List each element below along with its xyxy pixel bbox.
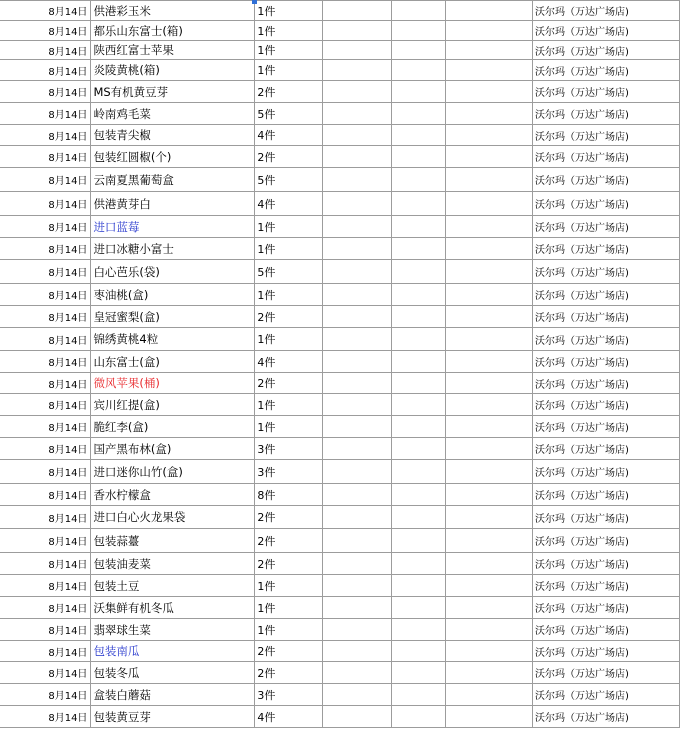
empty-cell[interactable] <box>446 238 533 260</box>
product-name-cell[interactable]: 进口冰糖小富士 <box>91 238 255 260</box>
product-name-cell[interactable]: 锦绣黄桃4粒 <box>91 328 255 351</box>
empty-cell[interactable] <box>446 484 533 506</box>
date-cell[interactable]: 8月14日 <box>0 41 91 60</box>
store-cell[interactable]: 沃尔玛（万达广场店) <box>533 103 680 125</box>
store-cell[interactable]: 沃尔玛（万达广场店) <box>533 238 680 260</box>
product-name-cell[interactable]: 进口迷你山竹(盒) <box>91 460 255 484</box>
empty-cell[interactable] <box>323 529 392 553</box>
empty-cell[interactable] <box>392 641 446 662</box>
empty-cell[interactable] <box>392 506 446 529</box>
empty-cell[interactable] <box>446 373 533 394</box>
store-cell[interactable]: 沃尔玛（万达广场店) <box>533 662 680 684</box>
product-name-cell[interactable]: 包装青尖椒 <box>91 125 255 146</box>
store-cell[interactable]: 沃尔玛（万达广场店) <box>533 684 680 706</box>
empty-cell[interactable] <box>446 1 533 21</box>
quantity-cell[interactable]: 1件 <box>255 60 323 81</box>
quantity-cell[interactable]: 5件 <box>255 103 323 125</box>
store-cell[interactable]: 沃尔玛（万达广场店) <box>533 60 680 81</box>
store-cell[interactable]: 沃尔玛（万达广场店) <box>533 192 680 216</box>
empty-cell[interactable] <box>392 216 446 238</box>
table-row[interactable] <box>0 351 680 373</box>
table-row[interactable] <box>0 81 680 103</box>
store-cell[interactable]: 沃尔玛（万达广场店) <box>533 394 680 416</box>
product-name-cell[interactable]: 国产黑布林(盒) <box>91 438 255 460</box>
product-name-cell[interactable]: 皇冠蜜梨(盒) <box>91 306 255 328</box>
date-cell[interactable]: 8月14日 <box>0 238 91 260</box>
table-row[interactable] <box>0 260 680 284</box>
store-cell[interactable]: 沃尔玛（万达广场店) <box>533 575 680 597</box>
quantity-cell[interactable]: 2件 <box>255 146 323 168</box>
table-row[interactable] <box>0 684 680 706</box>
product-name-cell[interactable]: 包装土豆 <box>91 575 255 597</box>
table-row[interactable] <box>0 416 680 438</box>
table-row[interactable] <box>0 1 680 21</box>
date-cell[interactable]: 8月14日 <box>0 81 91 103</box>
product-name-cell[interactable]: 山东富士(盒) <box>91 351 255 373</box>
empty-cell[interactable] <box>323 81 392 103</box>
date-cell[interactable]: 8月14日 <box>0 597 91 619</box>
date-cell[interactable]: 8月14日 <box>0 641 91 662</box>
empty-cell[interactable] <box>392 460 446 484</box>
empty-cell[interactable] <box>392 373 446 394</box>
store-cell[interactable]: 沃尔玛（万达广场店) <box>533 168 680 192</box>
empty-cell[interactable] <box>323 373 392 394</box>
table-body <box>0 1 680 728</box>
store-cell[interactable]: 沃尔玛（万达广场店) <box>533 506 680 529</box>
quantity-cell[interactable]: 4件 <box>255 706 323 728</box>
quantity-cell[interactable]: 1件 <box>255 216 323 238</box>
quantity-cell[interactable]: 3件 <box>255 684 323 706</box>
quantity-cell[interactable]: 1件 <box>255 394 323 416</box>
date-cell[interactable]: 8月14日 <box>0 328 91 351</box>
empty-cell[interactable] <box>323 662 392 684</box>
product-name-cell[interactable]: 包装冬瓜 <box>91 662 255 684</box>
table-row[interactable] <box>0 394 680 416</box>
empty-cell[interactable] <box>446 192 533 216</box>
empty-cell[interactable] <box>392 103 446 125</box>
empty-cell[interactable] <box>392 1 446 21</box>
quantity-cell[interactable]: 1件 <box>255 597 323 619</box>
quantity-cell[interactable]: 2件 <box>255 81 323 103</box>
date-cell[interactable]: 8月14日 <box>0 21 91 41</box>
table-row[interactable] <box>0 192 680 216</box>
empty-cell[interactable] <box>392 168 446 192</box>
empty-cell[interactable] <box>323 597 392 619</box>
table-row[interactable] <box>0 597 680 619</box>
empty-cell[interactable] <box>392 597 446 619</box>
quantity-cell[interactable]: 2件 <box>255 306 323 328</box>
table-row[interactable] <box>0 706 680 728</box>
empty-cell[interactable] <box>323 706 392 728</box>
date-cell[interactable]: 8月14日 <box>0 373 91 394</box>
product-name-cell[interactable]: 包装南瓜 <box>91 641 255 662</box>
quantity-cell[interactable]: 1件 <box>255 41 323 60</box>
quantity-cell[interactable]: 5件 <box>255 260 323 284</box>
table-row[interactable] <box>0 484 680 506</box>
date-cell[interactable]: 8月14日 <box>0 506 91 529</box>
empty-cell[interactable] <box>323 103 392 125</box>
table-row[interactable] <box>0 460 680 484</box>
store-cell[interactable]: 沃尔玛（万达广场店) <box>533 81 680 103</box>
product-name-cell[interactable]: 供港黄芽白 <box>91 192 255 216</box>
date-cell[interactable]: 8月14日 <box>0 60 91 81</box>
store-cell[interactable]: 沃尔玛（万达广场店) <box>533 216 680 238</box>
empty-cell[interactable] <box>392 21 446 41</box>
empty-cell[interactable] <box>323 484 392 506</box>
empty-cell[interactable] <box>392 81 446 103</box>
table-row[interactable] <box>0 553 680 575</box>
table-row[interactable] <box>0 60 680 81</box>
empty-cell[interactable] <box>392 146 446 168</box>
date-cell[interactable]: 8月14日 <box>0 306 91 328</box>
product-name-cell[interactable]: 枣油桃(盒) <box>91 284 255 306</box>
empty-cell[interactable] <box>446 553 533 575</box>
product-name-cell[interactable]: 香水柠檬盒 <box>91 484 255 506</box>
empty-cell[interactable] <box>392 60 446 81</box>
product-name-cell[interactable]: 包装蒜薹 <box>91 529 255 553</box>
quantity-cell[interactable]: 4件 <box>255 192 323 216</box>
product-name-cell[interactable]: 炎陵黄桃(箱) <box>91 60 255 81</box>
empty-cell[interactable] <box>446 351 533 373</box>
empty-cell[interactable] <box>446 284 533 306</box>
empty-cell[interactable] <box>446 597 533 619</box>
store-cell[interactable]: 沃尔玛（万达广场店) <box>533 529 680 553</box>
date-cell[interactable]: 8月14日 <box>0 460 91 484</box>
empty-cell[interactable] <box>323 351 392 373</box>
date-cell[interactable]: 8月14日 <box>0 575 91 597</box>
date-cell[interactable]: 8月14日 <box>0 706 91 728</box>
store-cell[interactable]: 沃尔玛（万达广场店) <box>533 306 680 328</box>
store-cell[interactable]: 沃尔玛（万达广场店) <box>533 1 680 21</box>
empty-cell[interactable] <box>392 662 446 684</box>
product-name-cell[interactable]: 白心芭乐(袋) <box>91 260 255 284</box>
table-row[interactable] <box>0 284 680 306</box>
date-cell[interactable]: 8月14日 <box>0 394 91 416</box>
empty-cell[interactable] <box>446 41 533 60</box>
table-row[interactable] <box>0 506 680 529</box>
empty-cell[interactable] <box>446 81 533 103</box>
store-cell[interactable]: 沃尔玛（万达广场店) <box>533 597 680 619</box>
quantity-cell[interactable]: 1件 <box>255 284 323 306</box>
quantity-cell[interactable]: 2件 <box>255 641 323 662</box>
product-name-cell[interactable]: 翡翠球生菜 <box>91 619 255 641</box>
empty-cell[interactable] <box>392 41 446 60</box>
empty-cell[interactable] <box>446 575 533 597</box>
quantity-cell[interactable]: 5件 <box>255 168 323 192</box>
quantity-cell[interactable]: 2件 <box>255 506 323 529</box>
empty-cell[interactable] <box>323 192 392 216</box>
quantity-cell[interactable]: 2件 <box>255 662 323 684</box>
empty-cell[interactable] <box>392 394 446 416</box>
date-cell[interactable]: 8月14日 <box>0 684 91 706</box>
empty-cell[interactable] <box>323 260 392 284</box>
empty-cell[interactable] <box>446 416 533 438</box>
date-cell[interactable]: 8月14日 <box>0 351 91 373</box>
product-name-cell[interactable]: 岭南鸡毛菜 <box>91 103 255 125</box>
date-cell[interactable]: 8月14日 <box>0 529 91 553</box>
table-row[interactable] <box>0 619 680 641</box>
empty-cell[interactable] <box>446 529 533 553</box>
empty-cell[interactable] <box>392 306 446 328</box>
empty-cell[interactable] <box>392 351 446 373</box>
date-cell[interactable]: 8月14日 <box>0 553 91 575</box>
date-cell[interactable]: 8月14日 <box>0 103 91 125</box>
table-row[interactable] <box>0 373 680 394</box>
empty-cell[interactable] <box>392 192 446 216</box>
product-name-cell[interactable]: 包装油麦菜 <box>91 553 255 575</box>
table-row[interactable] <box>0 438 680 460</box>
quantity-cell[interactable]: 1件 <box>255 416 323 438</box>
table-row[interactable] <box>0 168 680 192</box>
empty-cell[interactable] <box>323 125 392 146</box>
store-cell[interactable]: 沃尔玛（万达广场店) <box>533 460 680 484</box>
date-cell[interactable]: 8月14日 <box>0 260 91 284</box>
store-cell[interactable]: 沃尔玛（万达广场店) <box>533 619 680 641</box>
date-cell[interactable]: 8月14日 <box>0 125 91 146</box>
store-cell[interactable]: 沃尔玛（万达广场店) <box>533 260 680 284</box>
product-name-cell[interactable]: 宾川红提(盒) <box>91 394 255 416</box>
empty-cell[interactable] <box>323 1 392 21</box>
empty-cell[interactable] <box>446 328 533 351</box>
empty-cell[interactable] <box>446 21 533 41</box>
date-cell[interactable]: 8月14日 <box>0 192 91 216</box>
product-name-cell[interactable]: 盒装白蘑菇 <box>91 684 255 706</box>
empty-cell[interactable] <box>446 146 533 168</box>
table-row[interactable] <box>0 306 680 328</box>
empty-cell[interactable] <box>446 460 533 484</box>
quantity-cell[interactable]: 3件 <box>255 460 323 484</box>
store-cell[interactable]: 沃尔玛（万达广场店) <box>533 416 680 438</box>
store-cell[interactable]: 沃尔玛（万达广场店) <box>533 484 680 506</box>
date-cell[interactable]: 8月14日 <box>0 1 91 21</box>
store-cell[interactable]: 沃尔玛（万达广场店) <box>533 438 680 460</box>
empty-cell[interactable] <box>446 438 533 460</box>
table-row[interactable] <box>0 641 680 662</box>
empty-cell[interactable] <box>392 575 446 597</box>
store-cell[interactable]: 沃尔玛（万达广场店) <box>533 41 680 60</box>
empty-cell[interactable] <box>323 575 392 597</box>
product-name-cell[interactable]: 脆红李(盒) <box>91 416 255 438</box>
table-row[interactable] <box>0 21 680 41</box>
date-cell[interactable]: 8月14日 <box>0 146 91 168</box>
date-cell[interactable]: 8月14日 <box>0 438 91 460</box>
empty-cell[interactable] <box>392 125 446 146</box>
store-cell[interactable]: 沃尔玛（万达广场店) <box>533 146 680 168</box>
empty-cell[interactable] <box>323 168 392 192</box>
empty-cell[interactable] <box>323 506 392 529</box>
quantity-cell[interactable]: 1件 <box>255 238 323 260</box>
empty-cell[interactable] <box>392 553 446 575</box>
empty-cell[interactable] <box>446 260 533 284</box>
empty-cell[interactable] <box>446 706 533 728</box>
quantity-cell[interactable]: 2件 <box>255 373 323 394</box>
date-cell[interactable]: 8月14日 <box>0 284 91 306</box>
empty-cell[interactable] <box>392 529 446 553</box>
empty-cell[interactable] <box>392 238 446 260</box>
empty-cell[interactable] <box>323 619 392 641</box>
empty-cell[interactable] <box>446 168 533 192</box>
product-name-cell[interactable]: 包装黄豆芽 <box>91 706 255 728</box>
date-cell[interactable]: 8月14日 <box>0 416 91 438</box>
selection-handle[interactable] <box>252 0 257 4</box>
product-name-cell[interactable]: 沃集鲜有机冬瓜 <box>91 597 255 619</box>
empty-cell[interactable] <box>392 619 446 641</box>
date-cell[interactable]: 8月14日 <box>0 168 91 192</box>
quantity-cell[interactable]: 2件 <box>255 553 323 575</box>
empty-cell[interactable] <box>323 684 392 706</box>
store-cell[interactable]: 沃尔玛（万达广场店) <box>533 21 680 41</box>
store-cell[interactable]: 沃尔玛（万达广场店) <box>533 373 680 394</box>
table-row[interactable] <box>0 662 680 684</box>
empty-cell[interactable] <box>323 238 392 260</box>
empty-cell[interactable] <box>392 484 446 506</box>
empty-cell[interactable] <box>323 641 392 662</box>
product-name-cell[interactable]: 包装红圆椒(个) <box>91 146 255 168</box>
date-cell[interactable]: 8月14日 <box>0 484 91 506</box>
empty-cell[interactable] <box>446 306 533 328</box>
empty-cell[interactable] <box>323 328 392 351</box>
store-cell[interactable]: 沃尔玛（万达广场店) <box>533 351 680 373</box>
empty-cell[interactable] <box>323 60 392 81</box>
empty-cell[interactable] <box>323 21 392 41</box>
table-row[interactable] <box>0 529 680 553</box>
empty-cell[interactable] <box>446 619 533 641</box>
empty-cell[interactable] <box>392 284 446 306</box>
date-cell[interactable]: 8月14日 <box>0 619 91 641</box>
empty-cell[interactable] <box>323 416 392 438</box>
empty-cell[interactable] <box>446 641 533 662</box>
table-row[interactable] <box>0 103 680 125</box>
store-cell[interactable]: 沃尔玛（万达广场店) <box>533 641 680 662</box>
quantity-cell[interactable]: 1件 <box>255 328 323 351</box>
table-row[interactable] <box>0 41 680 60</box>
empty-cell[interactable] <box>446 60 533 81</box>
date-cell[interactable]: 8月14日 <box>0 216 91 238</box>
product-name-cell[interactable]: 进口蓝莓 <box>91 216 255 238</box>
quantity-cell[interactable]: 1件 <box>255 1 323 21</box>
product-name-cell[interactable]: 进口白心火龙果袋 <box>91 506 255 529</box>
store-cell[interactable]: 沃尔玛（万达广场店) <box>533 328 680 351</box>
empty-cell[interactable] <box>323 438 392 460</box>
table-row[interactable] <box>0 328 680 351</box>
store-cell[interactable]: 沃尔玛（万达广场店) <box>533 125 680 146</box>
quantity-cell[interactable]: 3件 <box>255 438 323 460</box>
table-row[interactable] <box>0 125 680 146</box>
product-name-cell[interactable]: 云南夏黑葡萄盒 <box>91 168 255 192</box>
empty-cell[interactable] <box>446 125 533 146</box>
empty-cell[interactable] <box>392 684 446 706</box>
empty-cell[interactable] <box>392 328 446 351</box>
table-row[interactable] <box>0 238 680 260</box>
product-name-cell[interactable]: 供港彩玉米 <box>91 1 255 21</box>
empty-cell[interactable] <box>323 216 392 238</box>
table-row[interactable] <box>0 216 680 238</box>
product-name-cell[interactable]: 微风苹果(桶) <box>91 373 255 394</box>
product-name-cell[interactable]: 陕西红富士苹果 <box>91 41 255 60</box>
quantity-cell[interactable]: 2件 <box>255 529 323 553</box>
empty-cell[interactable] <box>392 438 446 460</box>
empty-cell[interactable] <box>323 306 392 328</box>
empty-cell[interactable] <box>446 662 533 684</box>
empty-cell[interactable] <box>323 460 392 484</box>
table-row[interactable] <box>0 146 680 168</box>
empty-cell[interactable] <box>446 103 533 125</box>
quantity-cell[interactable]: 1件 <box>255 575 323 597</box>
quantity-cell[interactable]: 1件 <box>255 21 323 41</box>
empty-cell[interactable] <box>446 684 533 706</box>
table-row[interactable] <box>0 575 680 597</box>
empty-cell[interactable] <box>323 553 392 575</box>
empty-cell[interactable] <box>446 506 533 529</box>
empty-cell[interactable] <box>323 284 392 306</box>
quantity-cell[interactable]: 1件 <box>255 619 323 641</box>
quantity-cell[interactable]: 8件 <box>255 484 323 506</box>
product-name-cell[interactable]: 都乐山东富士(箱) <box>91 21 255 41</box>
empty-cell[interactable] <box>392 416 446 438</box>
store-cell[interactable]: 沃尔玛（万达广场店) <box>533 284 680 306</box>
store-cell[interactable]: 沃尔玛（万达广场店) <box>533 706 680 728</box>
store-cell[interactable]: 沃尔玛（万达广场店) <box>533 553 680 575</box>
empty-cell[interactable] <box>323 394 392 416</box>
empty-cell[interactable] <box>392 706 446 728</box>
empty-cell[interactable] <box>446 394 533 416</box>
quantity-cell[interactable]: 4件 <box>255 351 323 373</box>
empty-cell[interactable] <box>446 216 533 238</box>
product-name-cell[interactable]: MS有机黄豆芽 <box>91 81 255 103</box>
empty-cell[interactable] <box>323 146 392 168</box>
quantity-cell[interactable]: 4件 <box>255 125 323 146</box>
date-cell[interactable]: 8月14日 <box>0 662 91 684</box>
empty-cell[interactable] <box>323 41 392 60</box>
empty-cell[interactable] <box>392 260 446 284</box>
